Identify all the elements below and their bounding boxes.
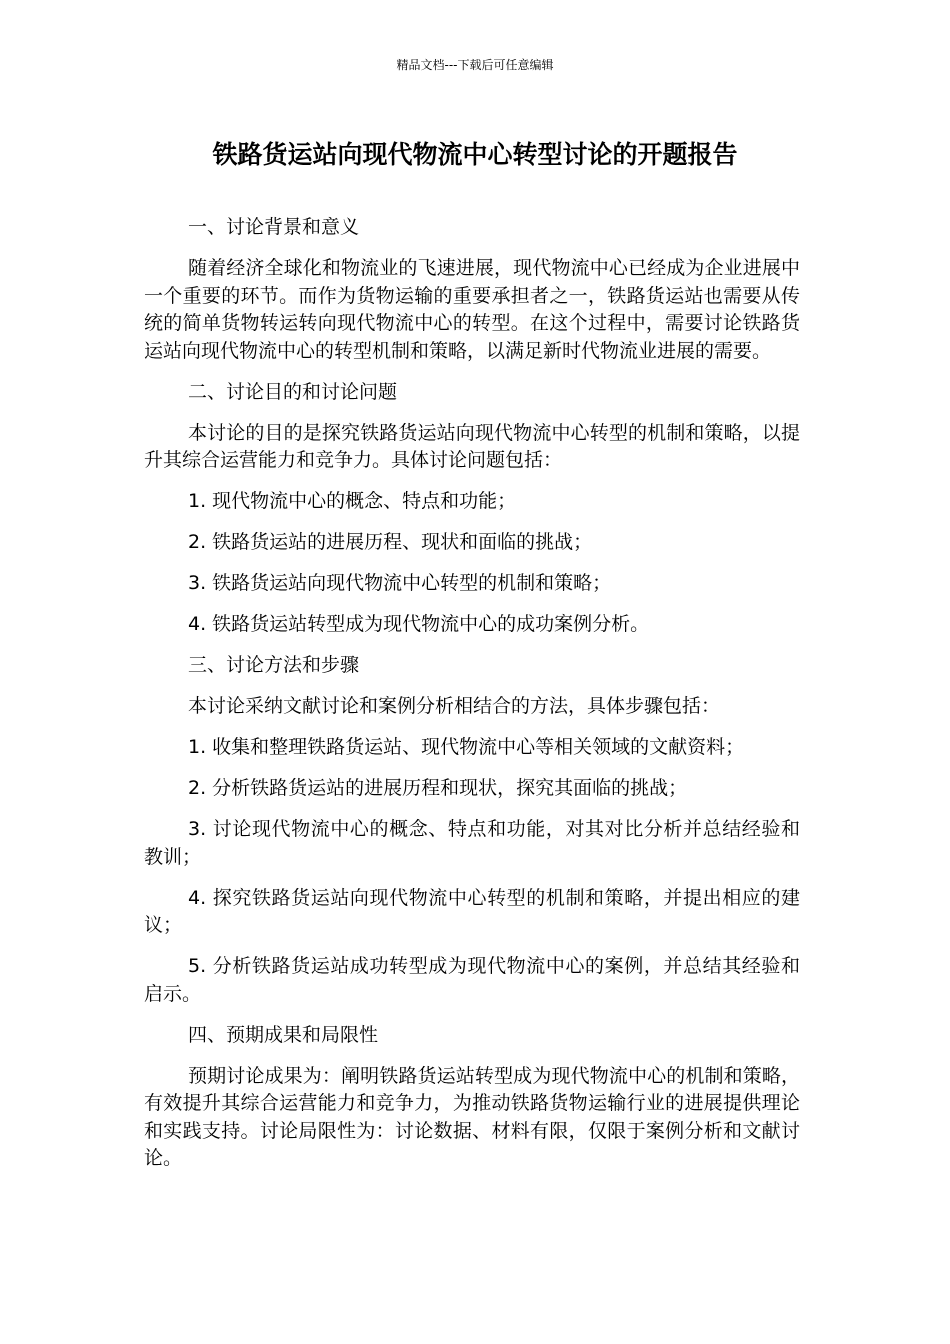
list-item-question-2: 2. 铁路货运站的进展历程、现状和面临的挑战； — [188, 531, 593, 553]
section-heading-method: 三、讨论方法和步骤 — [188, 654, 360, 676]
paragraph-method: 本讨论采纳文献讨论和案例分析相结合的方法，具体步骤包括： — [188, 695, 721, 717]
paragraph-purpose: 本讨论的目的是探究铁路货运站向现代物流中心转型的机制和策略，以提升其综合运营能力和竞争力。具体讨论问题包括： — [144, 421, 800, 471]
list-item-question-4: 4. 铁路货运站转型成为现代物流中心的成功案例分析。 — [188, 613, 650, 635]
list-item-step-2: 2. 分析铁路货运站的进展历程和现状，探究其面临的挑战； — [188, 777, 688, 799]
section-heading-background: 一、讨论背景和意义 — [188, 216, 360, 238]
list-item-step-5: 5. 分析铁路货运站成功转型成为现代物流中心的案例，并总结其经验和启示。 — [144, 955, 800, 1005]
list-item-question-1: 1. 现代物流中心的概念、特点和功能； — [188, 490, 517, 512]
document-title: 铁路货运站向现代物流中心转型讨论的开题报告 — [212, 140, 738, 169]
list-item-step-4: 4. 探究铁路货运站向现代物流中心转型的机制和策略，并提出相应的建议； — [144, 886, 800, 936]
section-heading-purpose: 二、讨论目的和讨论问题 — [188, 380, 398, 403]
list-item-step-1: 1. 收集和整理铁路货运站、现代物流中心等相关领域的文献资料； — [188, 736, 745, 758]
paragraph-outcomes: 预期讨论成果为：阐明铁路货运站转型成为现代物流中心的机制和策略，有效提升其综合运营能力和竞争力，为推动铁路货物运输行业的进展提供理论和实践支持。讨论局限性为：讨论数据、材料有限，仅限于案例分析和文献讨论。 — [144, 1064, 800, 1169]
header-note: 精品文档---下载后可任意编辑 — [396, 58, 554, 72]
list-item-step-3: 3. 讨论现代物流中心的概念、特点和功能，对其对比分析并总结经验和教训； — [144, 818, 800, 868]
section-heading-outcomes: 四、预期成果和局限性 — [188, 1023, 379, 1046]
document-body — [144, 214, 800, 1186]
list-item-question-3: 3. 铁路货运站向现代物流中心转型的机制和策略； — [188, 572, 612, 594]
paragraph-background: 随着经济全球化和物流业的飞速进展，现代物流中心已经成为企业进展中一个重要的环节。而作为货物运输的重要承担者之一，铁路货运站也需要从传统的简单货物转运转向现代物流中心的转型。在这个过程中，需要讨论铁路货运站向现代物流中心的转型机制和策略，以满足新时代物流业进展的需要。 — [144, 257, 800, 362]
